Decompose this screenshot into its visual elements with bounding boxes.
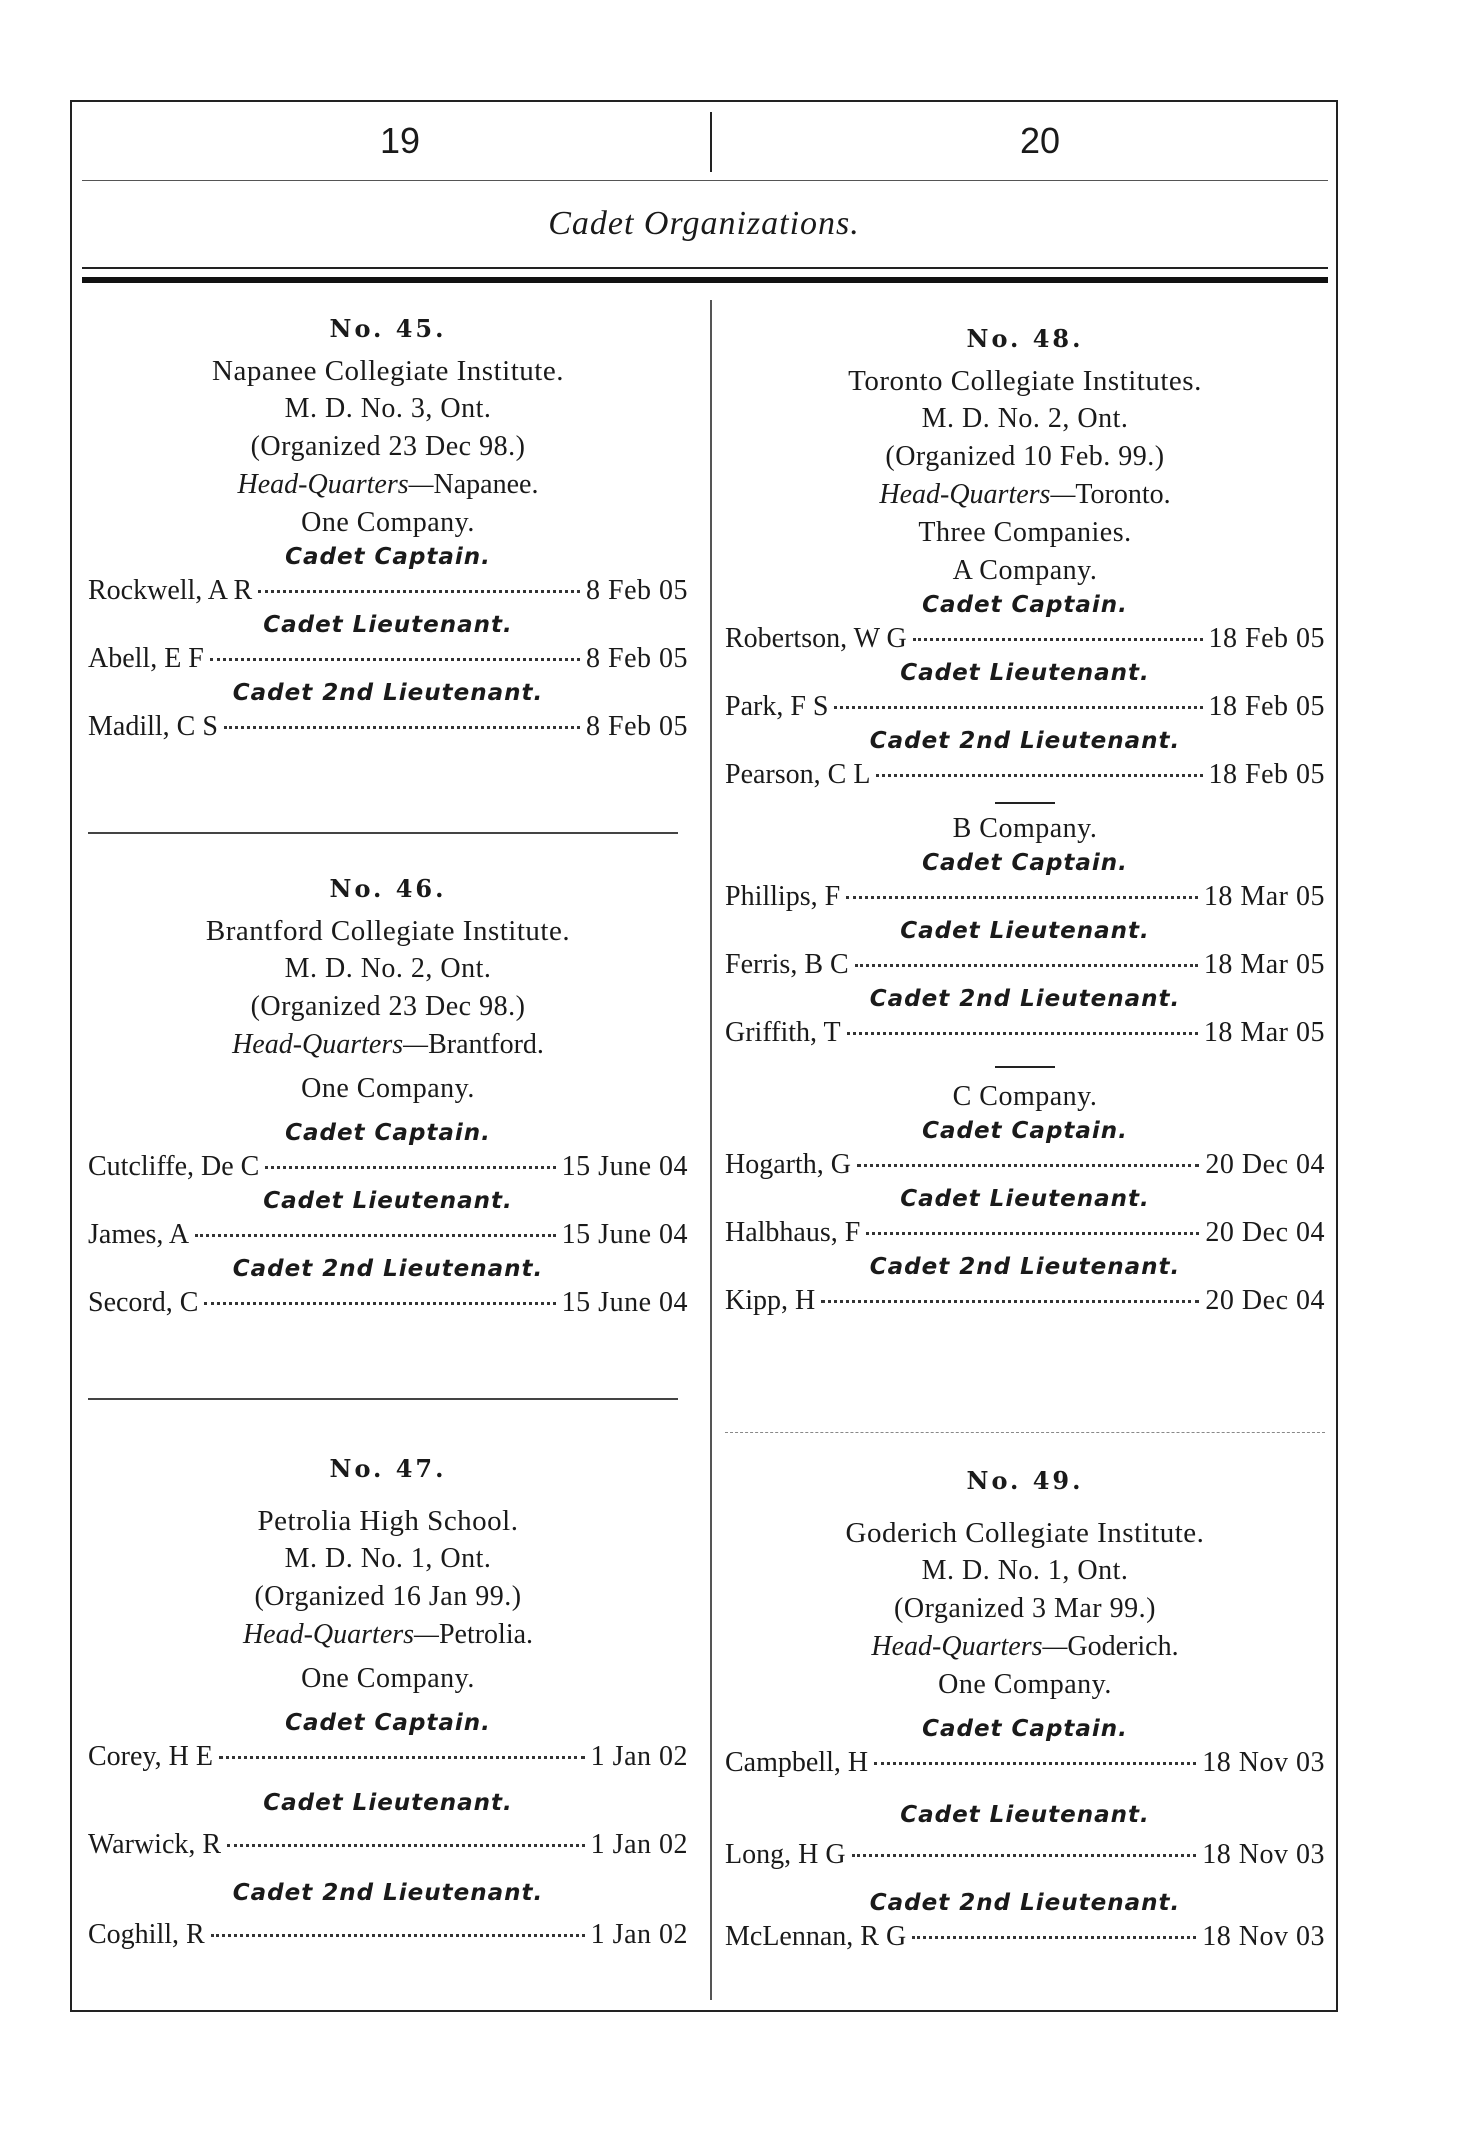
rank-heading: Cadet Captain. bbox=[922, 1716, 1128, 1742]
rank-heading: Cadet 2nd Lieutenant. bbox=[232, 1256, 544, 1282]
officer-entry: Secord, C 15 June 04 bbox=[88, 1287, 688, 1318]
unit-46 bbox=[88, 870, 688, 1322]
header-rule bbox=[82, 180, 1328, 181]
officer-entry: Campbell, H 18 Nov 03 bbox=[725, 1747, 1325, 1778]
officer-entry: Rockwell, A R 8 Feb 05 bbox=[88, 575, 688, 606]
section-rule bbox=[88, 832, 678, 834]
rank-heading: Cadet 2nd Lieutenant. bbox=[869, 1254, 1181, 1280]
officer-entry: Griffith, T 18 Mar 05 bbox=[725, 1017, 1325, 1048]
unit-number: No. 45. bbox=[329, 314, 447, 343]
company-divider bbox=[995, 802, 1055, 804]
rank-heading: Cadet 2nd Lieutenant. bbox=[232, 1880, 544, 1906]
company-count: One Company. bbox=[301, 1073, 475, 1104]
page-number-left: 19 bbox=[379, 120, 421, 161]
unit-number: No. 47. bbox=[329, 1454, 447, 1483]
officer-entry: Warwick, R 1 Jan 02 bbox=[88, 1829, 688, 1860]
officer-entry: Ferris, B C 18 Mar 05 bbox=[725, 949, 1325, 980]
rank-heading: Cadet 2nd Lieutenant. bbox=[869, 728, 1181, 754]
officer-entry: Long, H G 18 Nov 03 bbox=[725, 1839, 1325, 1870]
page-number-right: 20 bbox=[1019, 120, 1061, 161]
school-name: Brantford Collegiate Institute. bbox=[205, 915, 571, 947]
rank-heading: Cadet Captain. bbox=[285, 1120, 491, 1146]
officer-entry: Corey, H E 1 Jan 02 bbox=[88, 1741, 688, 1772]
military-district: M. D. No. 3, Ont. bbox=[284, 393, 492, 424]
company-label-c: C Company. bbox=[952, 1081, 1098, 1112]
rank-heading: Cadet Captain. bbox=[285, 544, 491, 570]
school-name: Toronto Collegiate Institutes. bbox=[848, 365, 1202, 397]
header-divider bbox=[710, 112, 712, 172]
section-rule bbox=[88, 1398, 678, 1400]
company-label-b: B Company. bbox=[952, 813, 1098, 844]
rank-heading: Cadet Captain. bbox=[922, 850, 1128, 876]
company-count: One Company. bbox=[938, 1669, 1112, 1700]
company-count: One Company. bbox=[301, 507, 475, 538]
officer-entry: Madill, C S 8 Feb 05 bbox=[88, 711, 688, 742]
organized-date: (Organized 23 Dec 98.) bbox=[250, 991, 526, 1022]
military-district: M. D. No. 1, Ont. bbox=[921, 1555, 1129, 1586]
company-count: Three Companies. bbox=[918, 517, 1132, 548]
school-name: Petrolia High School. bbox=[257, 1505, 519, 1537]
organized-date: (Organized 3 Mar 99.) bbox=[894, 1593, 1156, 1624]
officer-entry: Robertson, W G 18 Feb 05 bbox=[725, 623, 1325, 654]
rank-heading: Cadet Lieutenant. bbox=[900, 1186, 1150, 1212]
unit-number: No. 46. bbox=[329, 874, 447, 903]
officer-entry: Halbhaus, F 20 Dec 04 bbox=[725, 1217, 1325, 1248]
rank-heading: Cadet Captain. bbox=[922, 592, 1128, 618]
rank-heading: Cadet Lieutenant. bbox=[263, 1790, 513, 1816]
school-name: Napanee Collegiate Institute. bbox=[212, 355, 564, 387]
head-rule-thick bbox=[82, 277, 1328, 283]
column-divider bbox=[710, 300, 712, 2000]
officer-entry: McLennan, R G 18 Nov 03 bbox=[725, 1921, 1325, 1952]
officer-entry: James, A 15 June 04 bbox=[88, 1219, 688, 1250]
organized-date: (Organized 23 Dec 98.) bbox=[250, 431, 526, 462]
unit-47 bbox=[88, 1450, 688, 1954]
rank-heading: Cadet Captain. bbox=[922, 1118, 1128, 1144]
school-name: Goderich Collegiate Institute. bbox=[845, 1517, 1205, 1549]
officer-entry: Cutcliffe, De C 15 June 04 bbox=[88, 1151, 688, 1182]
running-head: Cadet Organizations. bbox=[548, 205, 860, 242]
headquarters: Head-Quarters—Napanee. bbox=[237, 469, 539, 500]
rank-heading: Cadet Lieutenant. bbox=[263, 1188, 513, 1214]
section-rule bbox=[725, 1432, 1325, 1433]
officer-entry: Park, F S 18 Feb 05 bbox=[725, 691, 1325, 722]
headquarters: Head-Quarters—Petrolia. bbox=[242, 1619, 534, 1650]
officer-entry: Abell, E F 8 Feb 05 bbox=[88, 643, 688, 674]
military-district: M. D. No. 2, Ont. bbox=[921, 403, 1129, 434]
unit-number: No. 49. bbox=[966, 1466, 1084, 1495]
headquarters: Head-Quarters—Toronto. bbox=[879, 479, 1171, 510]
unit-number: No. 48. bbox=[966, 324, 1084, 353]
rank-heading: Cadet Lieutenant. bbox=[263, 612, 513, 638]
military-district: M. D. No. 1, Ont. bbox=[284, 1543, 492, 1574]
rank-heading: Cadet 2nd Lieutenant. bbox=[232, 680, 544, 706]
company-label-a: A Company. bbox=[952, 555, 1098, 586]
unit-48 bbox=[725, 320, 1325, 1320]
organized-date: (Organized 16 Jan 99.) bbox=[254, 1581, 522, 1612]
headquarters: Head-Quarters—Brantford. bbox=[232, 1029, 544, 1060]
company-divider bbox=[995, 1066, 1055, 1068]
organized-date: (Organized 10 Feb. 99.) bbox=[885, 441, 1165, 472]
rank-heading: Cadet Lieutenant. bbox=[900, 918, 1150, 944]
officer-entry: Coghill, R 1 Jan 02 bbox=[88, 1919, 688, 1950]
unit-45 bbox=[88, 310, 688, 746]
rank-heading: Cadet Lieutenant. bbox=[900, 660, 1150, 686]
officer-entry: Phillips, F 18 Mar 05 bbox=[725, 881, 1325, 912]
rank-heading: Cadet Lieutenant. bbox=[900, 1802, 1150, 1828]
officer-entry: Pearson, C L 18 Feb 05 bbox=[725, 759, 1325, 790]
unit-49 bbox=[725, 1462, 1325, 1956]
officer-entry: Hogarth, G 20 Dec 04 bbox=[725, 1149, 1325, 1180]
military-district: M. D. No. 2, Ont. bbox=[284, 953, 492, 984]
rank-heading: Cadet 2nd Lieutenant. bbox=[869, 1890, 1181, 1916]
head-rule-thin bbox=[82, 267, 1328, 269]
company-count: One Company. bbox=[301, 1663, 475, 1694]
rank-heading: Cadet 2nd Lieutenant. bbox=[869, 986, 1181, 1012]
rank-heading: Cadet Captain. bbox=[285, 1710, 491, 1736]
officer-entry: Kipp, H 20 Dec 04 bbox=[725, 1285, 1325, 1316]
headquarters: Head-Quarters—Goderich. bbox=[871, 1631, 1179, 1662]
